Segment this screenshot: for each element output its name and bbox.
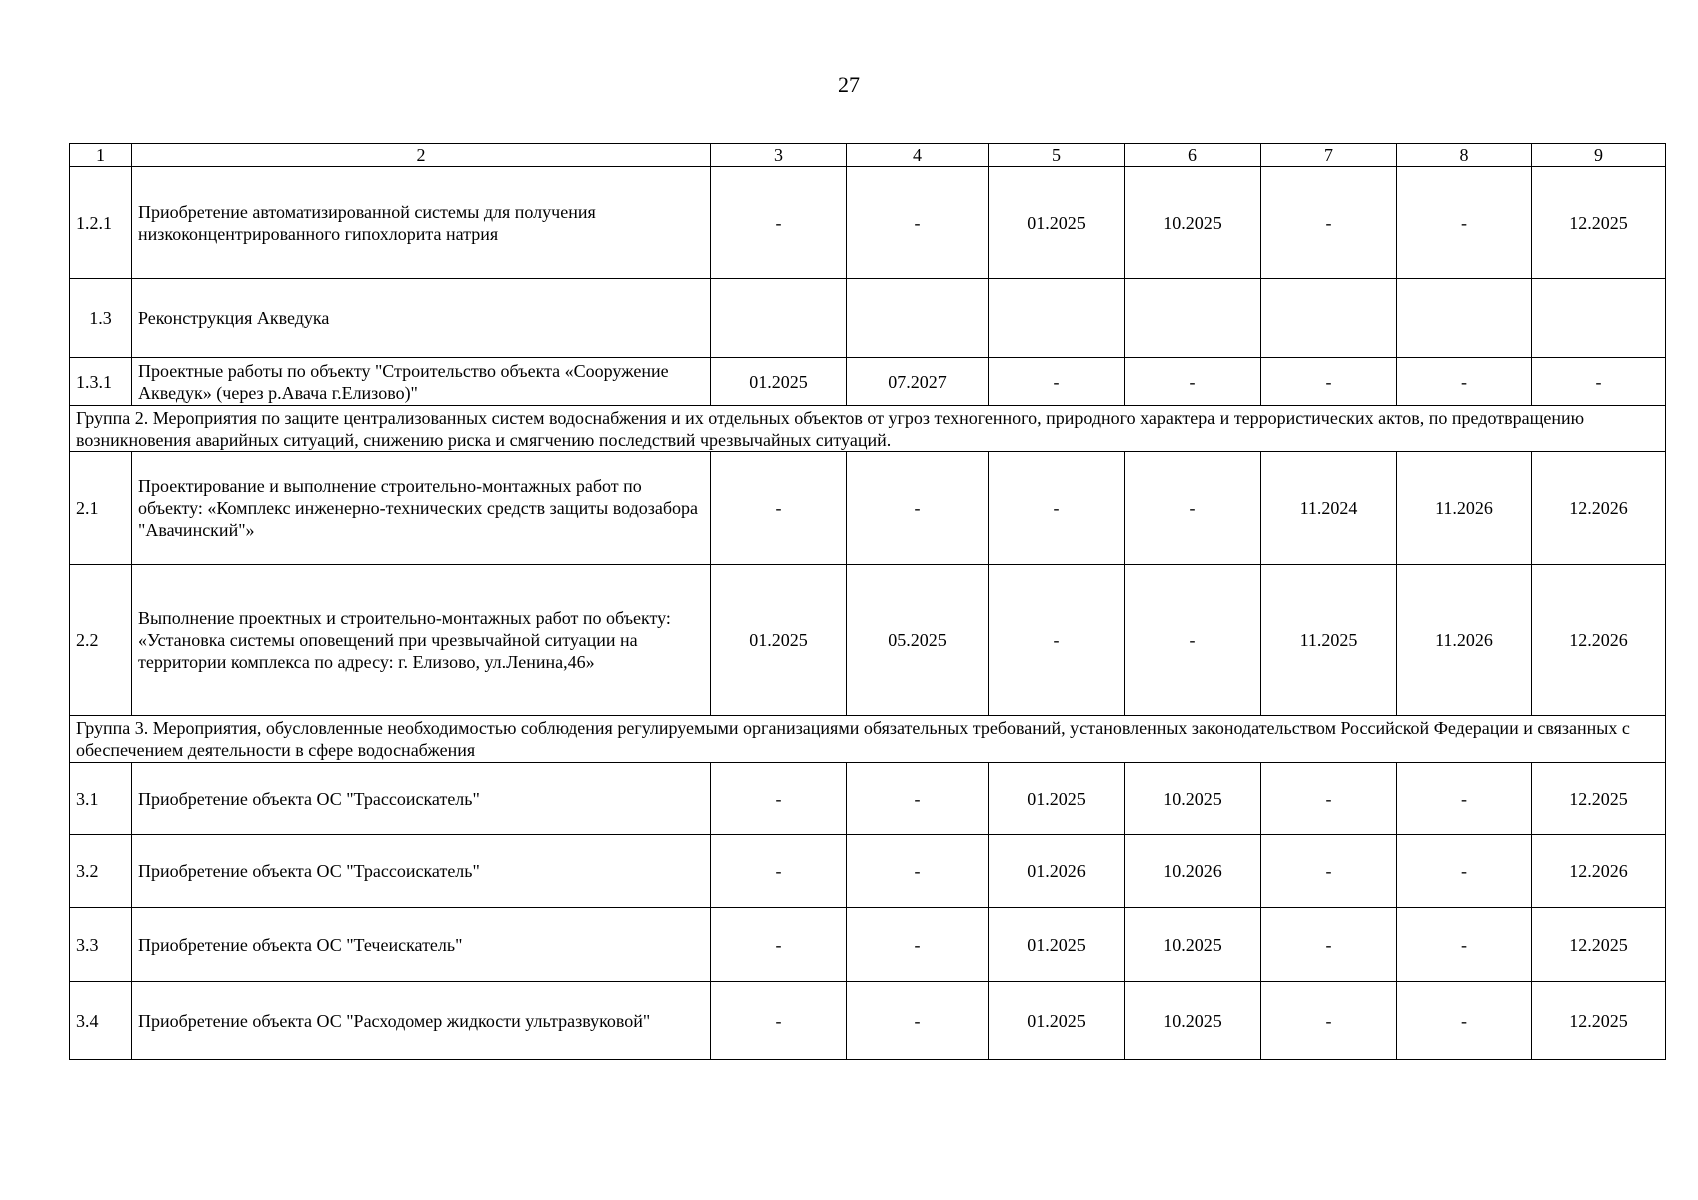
row-value: 07.2027	[847, 358, 989, 406]
row-value: 01.2025	[711, 565, 847, 716]
group-heading: Группа 2. Мероприятия по защите централизованных систем водоснабжения и их отдельных объектов от угроз техногенного, природного характера и террористических актов, по предотвращению возникновения аварийных ситуаций, снижению риска и смягчению последствий чрезвычайных ситуаций.	[70, 406, 1666, 452]
table-row	[70, 835, 1666, 908]
row-value: -	[711, 167, 847, 279]
row-value: -	[1125, 358, 1261, 406]
row-number: 1.3.1	[70, 358, 132, 406]
row-number: 3.3	[70, 908, 132, 982]
table-row	[70, 358, 1666, 406]
column-header: 3	[711, 144, 847, 167]
column-header: 9	[1532, 144, 1666, 167]
row-value: 10.2025	[1125, 763, 1261, 835]
row-value	[1125, 279, 1261, 358]
table-row	[70, 763, 1666, 835]
column-header: 8	[1397, 144, 1532, 167]
schedule-table	[69, 143, 1666, 1060]
table-row	[70, 565, 1666, 716]
group-row	[70, 406, 1666, 452]
row-number: 2.1	[70, 452, 132, 565]
row-name: Приобретение объекта ОС "Трассоискатель"	[132, 835, 711, 908]
row-value: -	[1261, 908, 1397, 982]
row-value: -	[847, 763, 989, 835]
row-value: -	[1125, 565, 1261, 716]
row-value: -	[1261, 763, 1397, 835]
table-row	[70, 982, 1666, 1060]
row-value	[1397, 279, 1532, 358]
row-name: Проектные работы по объекту "Строительство объекта «Сооружение Акведук» (через р.Авача г.Елизово)"	[132, 358, 711, 406]
row-value: -	[1532, 358, 1666, 406]
row-value: 01.2025	[989, 167, 1125, 279]
row-name: Выполнение проектных и строительно-монтажных работ по объекту: «Установка системы оповещений при чрезвычайной ситуации на территории комплекса по адресу: г. Елизово, ул.Ленина,46»	[132, 565, 711, 716]
row-value: 11.2025	[1261, 565, 1397, 716]
row-value: 01.2025	[989, 763, 1125, 835]
row-value: -	[1397, 358, 1532, 406]
row-value: 12.2025	[1532, 982, 1666, 1060]
row-value: -	[1397, 763, 1532, 835]
row-name: Приобретение автоматизированной системы для получения низкоконцентрированного гипохлорита натрия	[132, 167, 711, 279]
row-value: -	[989, 452, 1125, 565]
row-value: 10.2025	[1125, 167, 1261, 279]
column-header: 6	[1125, 144, 1261, 167]
row-value: -	[711, 835, 847, 908]
row-value	[847, 279, 989, 358]
column-header: 5	[989, 144, 1125, 167]
table-row	[70, 452, 1666, 565]
row-value: 12.2025	[1532, 763, 1666, 835]
row-value: -	[711, 908, 847, 982]
row-value: -	[847, 167, 989, 279]
page-number: 27	[838, 72, 860, 97]
row-value: 11.2026	[1397, 565, 1532, 716]
row-number: 3.4	[70, 982, 132, 1060]
row-name: Приобретение объекта ОС "Расходомер жидкости ультразвуковой"	[132, 982, 711, 1060]
row-number: 2.2	[70, 565, 132, 716]
row-value: 11.2024	[1261, 452, 1397, 565]
column-number-row	[70, 144, 1666, 167]
column-header: 2	[132, 144, 711, 167]
row-value: -	[847, 908, 989, 982]
column-header: 7	[1261, 144, 1397, 167]
row-value: 12.2026	[1532, 452, 1666, 565]
column-header: 1	[70, 144, 132, 167]
row-value: -	[711, 452, 847, 565]
row-value: 01.2026	[989, 835, 1125, 908]
row-value: -	[1397, 908, 1532, 982]
row-name: Приобретение объекта ОС "Трассоискатель"	[132, 763, 711, 835]
row-name: Приобретение объекта ОС "Течеискатель"	[132, 908, 711, 982]
row-value: -	[847, 452, 989, 565]
row-value: -	[847, 982, 989, 1060]
table-row	[70, 167, 1666, 279]
row-value: -	[989, 358, 1125, 406]
row-number: 3.1	[70, 763, 132, 835]
row-value	[989, 279, 1125, 358]
row-value: -	[1261, 835, 1397, 908]
row-number: 1.2.1	[70, 167, 132, 279]
row-value: -	[847, 835, 989, 908]
row-number: 3.2	[70, 835, 132, 908]
row-value	[711, 279, 847, 358]
row-value: 12.2025	[1532, 908, 1666, 982]
row-value: 01.2025	[989, 982, 1125, 1060]
row-name: Реконструкция Акведука	[132, 279, 711, 358]
row-value: -	[711, 982, 847, 1060]
row-value: 11.2026	[1397, 452, 1532, 565]
row-value: 10.2025	[1125, 982, 1261, 1060]
section-row	[70, 279, 1666, 358]
row-number: 1.3	[70, 279, 132, 358]
column-header: 4	[847, 144, 989, 167]
group-heading: Группа 3. Мероприятия, обусловленные необходимостью соблюдения регулируемыми организациями обязательных требований, установленных законодательством Российской Федерации и связанных с обеспечением деятельности в сфере водоснабжения	[70, 716, 1666, 763]
row-value: 12.2025	[1532, 167, 1666, 279]
row-value: 10.2025	[1125, 908, 1261, 982]
row-value: -	[1397, 982, 1532, 1060]
row-value: -	[1261, 167, 1397, 279]
row-value: 12.2026	[1532, 835, 1666, 908]
row-value: -	[711, 763, 847, 835]
row-value: -	[1261, 358, 1397, 406]
group-row	[70, 716, 1666, 763]
row-name: Проектирование и выполнение строительно-монтажных работ по объекту: «Комплекс инженерно-технических средств защиты водозабора "Авачинский"»	[132, 452, 711, 565]
row-value: -	[1397, 835, 1532, 908]
row-value: -	[1125, 452, 1261, 565]
row-value: 10.2026	[1125, 835, 1261, 908]
row-value: 05.2025	[847, 565, 989, 716]
row-value: -	[1261, 982, 1397, 1060]
row-value: -	[989, 565, 1125, 716]
row-value: -	[1397, 167, 1532, 279]
table-row	[70, 908, 1666, 982]
row-value: 01.2025	[711, 358, 847, 406]
row-value	[1532, 279, 1666, 358]
row-value: 12.2026	[1532, 565, 1666, 716]
row-value	[1261, 279, 1397, 358]
row-value: 01.2025	[989, 908, 1125, 982]
